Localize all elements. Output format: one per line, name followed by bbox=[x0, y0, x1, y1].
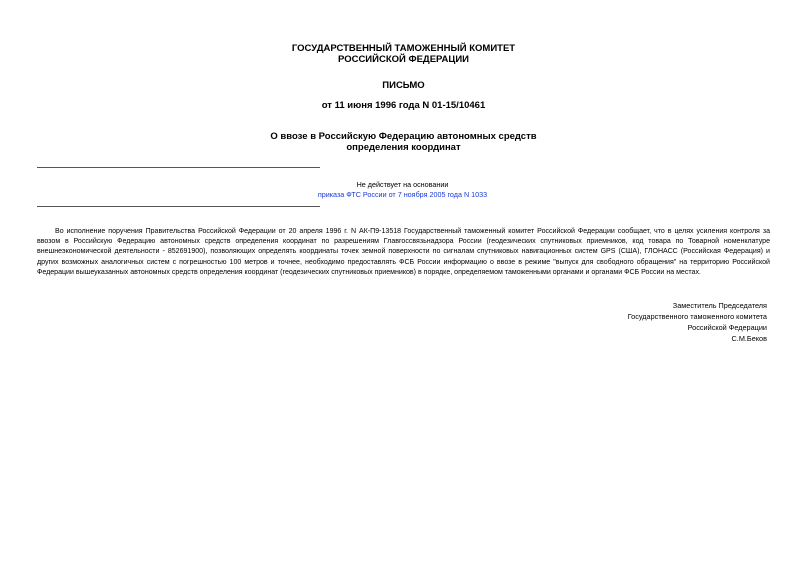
organization-title-line1: ГОСУДАРСТВЕННЫЙ ТАМОЖЕННЫЙ КОМИТЕТ bbox=[291, 43, 516, 54]
signature-position-line3: Российской Федерации bbox=[687, 323, 767, 332]
signature-block bbox=[628, 300, 767, 344]
document-subject-line2: определения координат bbox=[346, 142, 461, 153]
organization-title-line2: РОССИЙСКОЙ ФЕДЕРАЦИИ bbox=[337, 54, 469, 65]
status-note: Не действует на основании bbox=[356, 180, 449, 189]
document-date-number: от 11 июня 1996 года N 01-15/10461 bbox=[321, 100, 486, 111]
document-subject-line1: О ввозе в Российскую Федерацию автономных средств bbox=[270, 131, 537, 142]
divider-bottom bbox=[37, 206, 320, 207]
divider-top bbox=[37, 167, 320, 168]
signature-position-line1: Заместитель Председателя bbox=[672, 301, 767, 310]
status-link[interactable]: приказа ФТС России от 7 ноября 2005 года N 1033 bbox=[317, 190, 488, 199]
body-paragraph: Во исполнение поручения Правительства Российской Федерации от 20 апреля 1996 г. N АК-П9-13518 Государственный таможенный комитет Российской Федерации сообщает, что в целях усиления контроля за ввозом в Российскую Федерацию автономных средств определения координат по разрешениям Главгоссвязьнадзора России (геодезических спутниковых приемников, код товара по Товарной номенклатуре внешнеэкономической деятельности - 852691900), позволяющих определять координаты точек земной поверхности по сигналам спутниковых навигационных систем GPS (США), ГЛОНАСС (Российская Федерация) и других возможных аналогичных систем с погрешностью 100 метров и точнее, необходимо предоставлять ФСБ России информацию о ввозе в режиме "выпуск для свободного обращения" на территорию Российской Федерации вышеуказанных автономных средств определения координат (геодезических спутниковых приемников) в порядке, определяемом таможенными органами и органами ФСБ России на местах. bbox=[37, 228, 770, 276]
document-type: ПИСЬМО bbox=[382, 80, 425, 91]
signature-name: С.М.Беков bbox=[731, 334, 767, 343]
signature-position-line2: Государственного таможенного комитета bbox=[627, 312, 767, 321]
